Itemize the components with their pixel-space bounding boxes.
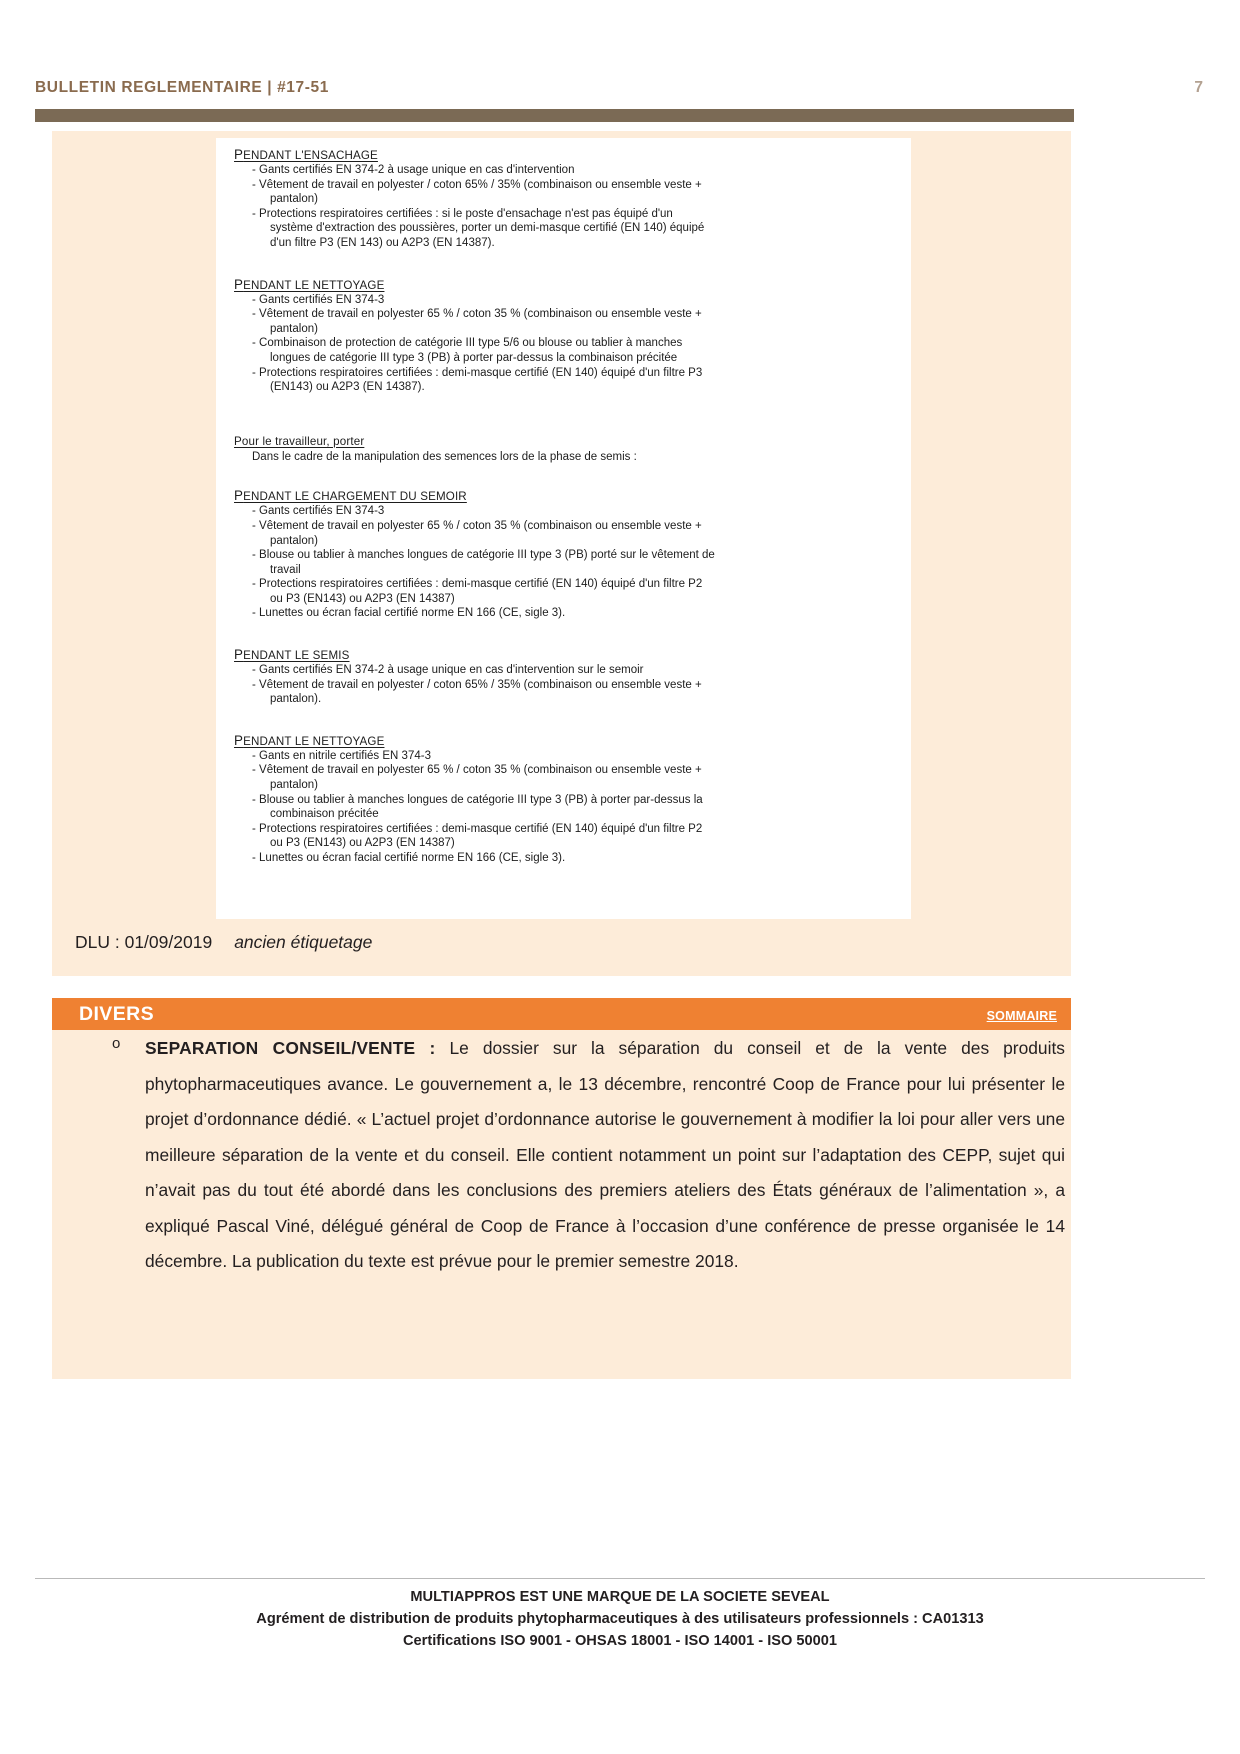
scan-line: - Vêtement de travail en polyester / coton 65% / 35% (combinaison ou ensemble veste +	[252, 678, 702, 691]
scan-line: - Protections respiratoires certifiées : demi-masque certifié (EN 140) équipé d'un filtre P2	[252, 578, 703, 591]
scan-line: - Lunettes ou écran facial certifié norme EN 166 (CE, sigle 3).	[252, 607, 566, 620]
scan-block	[234, 733, 894, 866]
section-title: DIVERS	[79, 1003, 155, 1025]
divers-body: Le dossier sur la séparation du conseil et de la vente des produits phytopharmaceutiques avance. Le gouvernement a, le 13 décembre, rencontré Coop de France pour lui présenter le projet d’ordonnance dédié. « L’actuel projet d’ordonnance autorise le gouvernement à modifier la loi pour aller vers une meilleure séparation de la vente et du conseil. Elle contient notamment un point sur l’adaptation des CEPP, sujet qui n’avait pas du tout été abordé dans les conclusions des premiers ateliers des États généraux de l’alimentation », a expliqué Pascal Viné, délégué général de Coop de France à l’occasion d’une conférence de presse organisée le 14 décembre. La publication du texte est prévue pour le premier semestre 2018.	[145, 1038, 1065, 1271]
scan-line: - Protections respiratoires certifiées : si le poste d'ensachage n'est pas équipé d'un	[252, 207, 673, 220]
footer-line-1: MULTIAPPROS EST UNE MARQUE DE LA SOCIETE SEVEAL	[410, 1589, 830, 1605]
dlu-note: ancien étiquetage	[234, 932, 373, 952]
spacer	[234, 421, 894, 435]
scan-line: travail	[270, 563, 301, 576]
header-divider	[35, 109, 1074, 122]
divers-paragraph	[145, 1031, 1065, 1280]
scan-line: système d'extraction des poussières, porter un demi-masque certifié (EN 140) équipé	[270, 222, 705, 235]
spacer	[234, 474, 894, 488]
dlu-value: DLU : 01/09/2019	[75, 932, 213, 952]
scan-block	[234, 147, 894, 251]
spacer	[234, 407, 894, 421]
scan-line: - Gants certifiés EN 374-3	[252, 293, 385, 306]
scan-line: - Blouse ou tablier à manches longues de catégorie III type 3 (PB) porté sur le vêtement de	[252, 549, 715, 562]
spacer	[234, 263, 894, 277]
scan-line: - Vêtement de travail en polyester 65 % / coton 35 % (combinaison ou ensemble veste +	[252, 764, 702, 777]
spacer	[234, 719, 894, 733]
scan-line: - Gants certifiés EN 374-3	[252, 505, 385, 518]
scan-content	[234, 147, 894, 878]
scan-line: - Blouse ou tablier à manches longues de catégorie III type 3 (PB) à porter par-dessus la	[252, 793, 703, 806]
scan-block	[234, 488, 894, 621]
page-number: 7	[1194, 79, 1203, 96]
scan-line: - Gants certifiés EN 374-2 à usage unique en cas d'intervention	[252, 164, 575, 176]
scan-block-heading: PENDANT LE NETTOYAGE	[234, 732, 385, 748]
scan-line: - Vêtement de travail en polyester 65 % / coton 35 % (combinaison ou ensemble veste +	[252, 308, 702, 321]
scan-line: pantalon)	[270, 534, 318, 547]
page-header	[0, 0, 1240, 128]
scan-line: (EN143) ou A2P3 (EN 14387).	[270, 381, 425, 394]
scan-line: pantalon)	[270, 193, 318, 206]
scan-line: ou P3 (EN143) ou A2P3 (EN 14387)	[270, 592, 455, 605]
scan-block-heading: PENDANT LE SEMIS	[234, 647, 350, 663]
dlu-caption	[75, 932, 372, 953]
scan-line: pantalon)	[270, 779, 318, 792]
scan-line: - Protections respiratoires certifiées : demi-masque certifié (EN 140) équipé d'un filtre P3	[252, 366, 703, 379]
spacer	[234, 633, 894, 647]
scan-block-heading: PENDANT LE CHARGEMENT DU SEMOIR	[234, 488, 467, 504]
bulletin-title: BULLETIN REGLEMENTAIRE | #17-51	[35, 79, 329, 96]
footer-divider	[35, 1578, 1205, 1579]
footer-line-2: Agrément de distribution de produits phytopharmaceutiques à des utilisateurs professionnels : CA01313	[256, 1611, 984, 1627]
scan-line: pantalon)	[270, 322, 318, 335]
scan-line: - Lunettes ou écran facial certifié norme EN 166 (CE, sigle 3).	[252, 852, 566, 864]
scan-line: ou P3 (EN143) ou A2P3 (EN 14387)	[270, 837, 455, 850]
scan-block-heading: PENDANT L'ENSACHAGE	[234, 147, 378, 162]
page-footer	[0, 1586, 1240, 1652]
scan-section-title: Pour le travailleur, porter	[234, 434, 365, 448]
scan-line: pantalon).	[270, 693, 322, 706]
list-bullet: o	[112, 1035, 121, 1052]
scan-block	[234, 277, 894, 395]
scanned-label-figure	[216, 138, 911, 919]
scan-line: - Gants en nitrile certifiés EN 374-3	[252, 749, 431, 762]
scan-line: longues de catégorie III type 3 (PB) à porter par-dessus la combinaison précitée	[270, 351, 678, 364]
scan-line: - Protections respiratoires certifiées : demi-masque certifié (EN 140) équipé d'un filtre P2	[252, 822, 703, 835]
scan-block-heading: PENDANT LE NETTOYAGE	[234, 276, 385, 292]
divers-lead: SEPARATION CONSEIL/VENTE :	[145, 1038, 436, 1058]
scan-line: - Combinaison de protection de catégorie III type 5/6 ou blouse ou tablier à manches	[252, 337, 683, 350]
scan-line: - Gants certifiés EN 374-2 à usage unique en cas d'intervention sur le semoir	[252, 664, 644, 677]
divers-section-bar	[52, 998, 1071, 1030]
scan-line: - Vêtement de travail en polyester 65 % / coton 35 % (combinaison ou ensemble veste +	[252, 519, 702, 532]
scan-section-subtitle: Dans le cadre de la manipulation des semences lors de la phase de semis :	[252, 450, 637, 463]
scan-line: combinaison précitée	[270, 808, 379, 821]
footer-line-3: Certifications ISO 9001 - OHSAS 18001 - ISO 14001 - ISO 50001	[403, 1633, 837, 1649]
divers-panel	[52, 1030, 1071, 1379]
scan-block	[234, 647, 894, 707]
sommaire-link[interactable]: SOMMAIRE	[986, 1009, 1057, 1023]
scan-line: - Vêtement de travail en polyester / coton 65% / 35% (combinaison ou ensemble veste +	[252, 178, 702, 191]
scan-line: d'un filtre P3 (EN 143) ou A2P3 (EN 14387).	[270, 236, 495, 249]
